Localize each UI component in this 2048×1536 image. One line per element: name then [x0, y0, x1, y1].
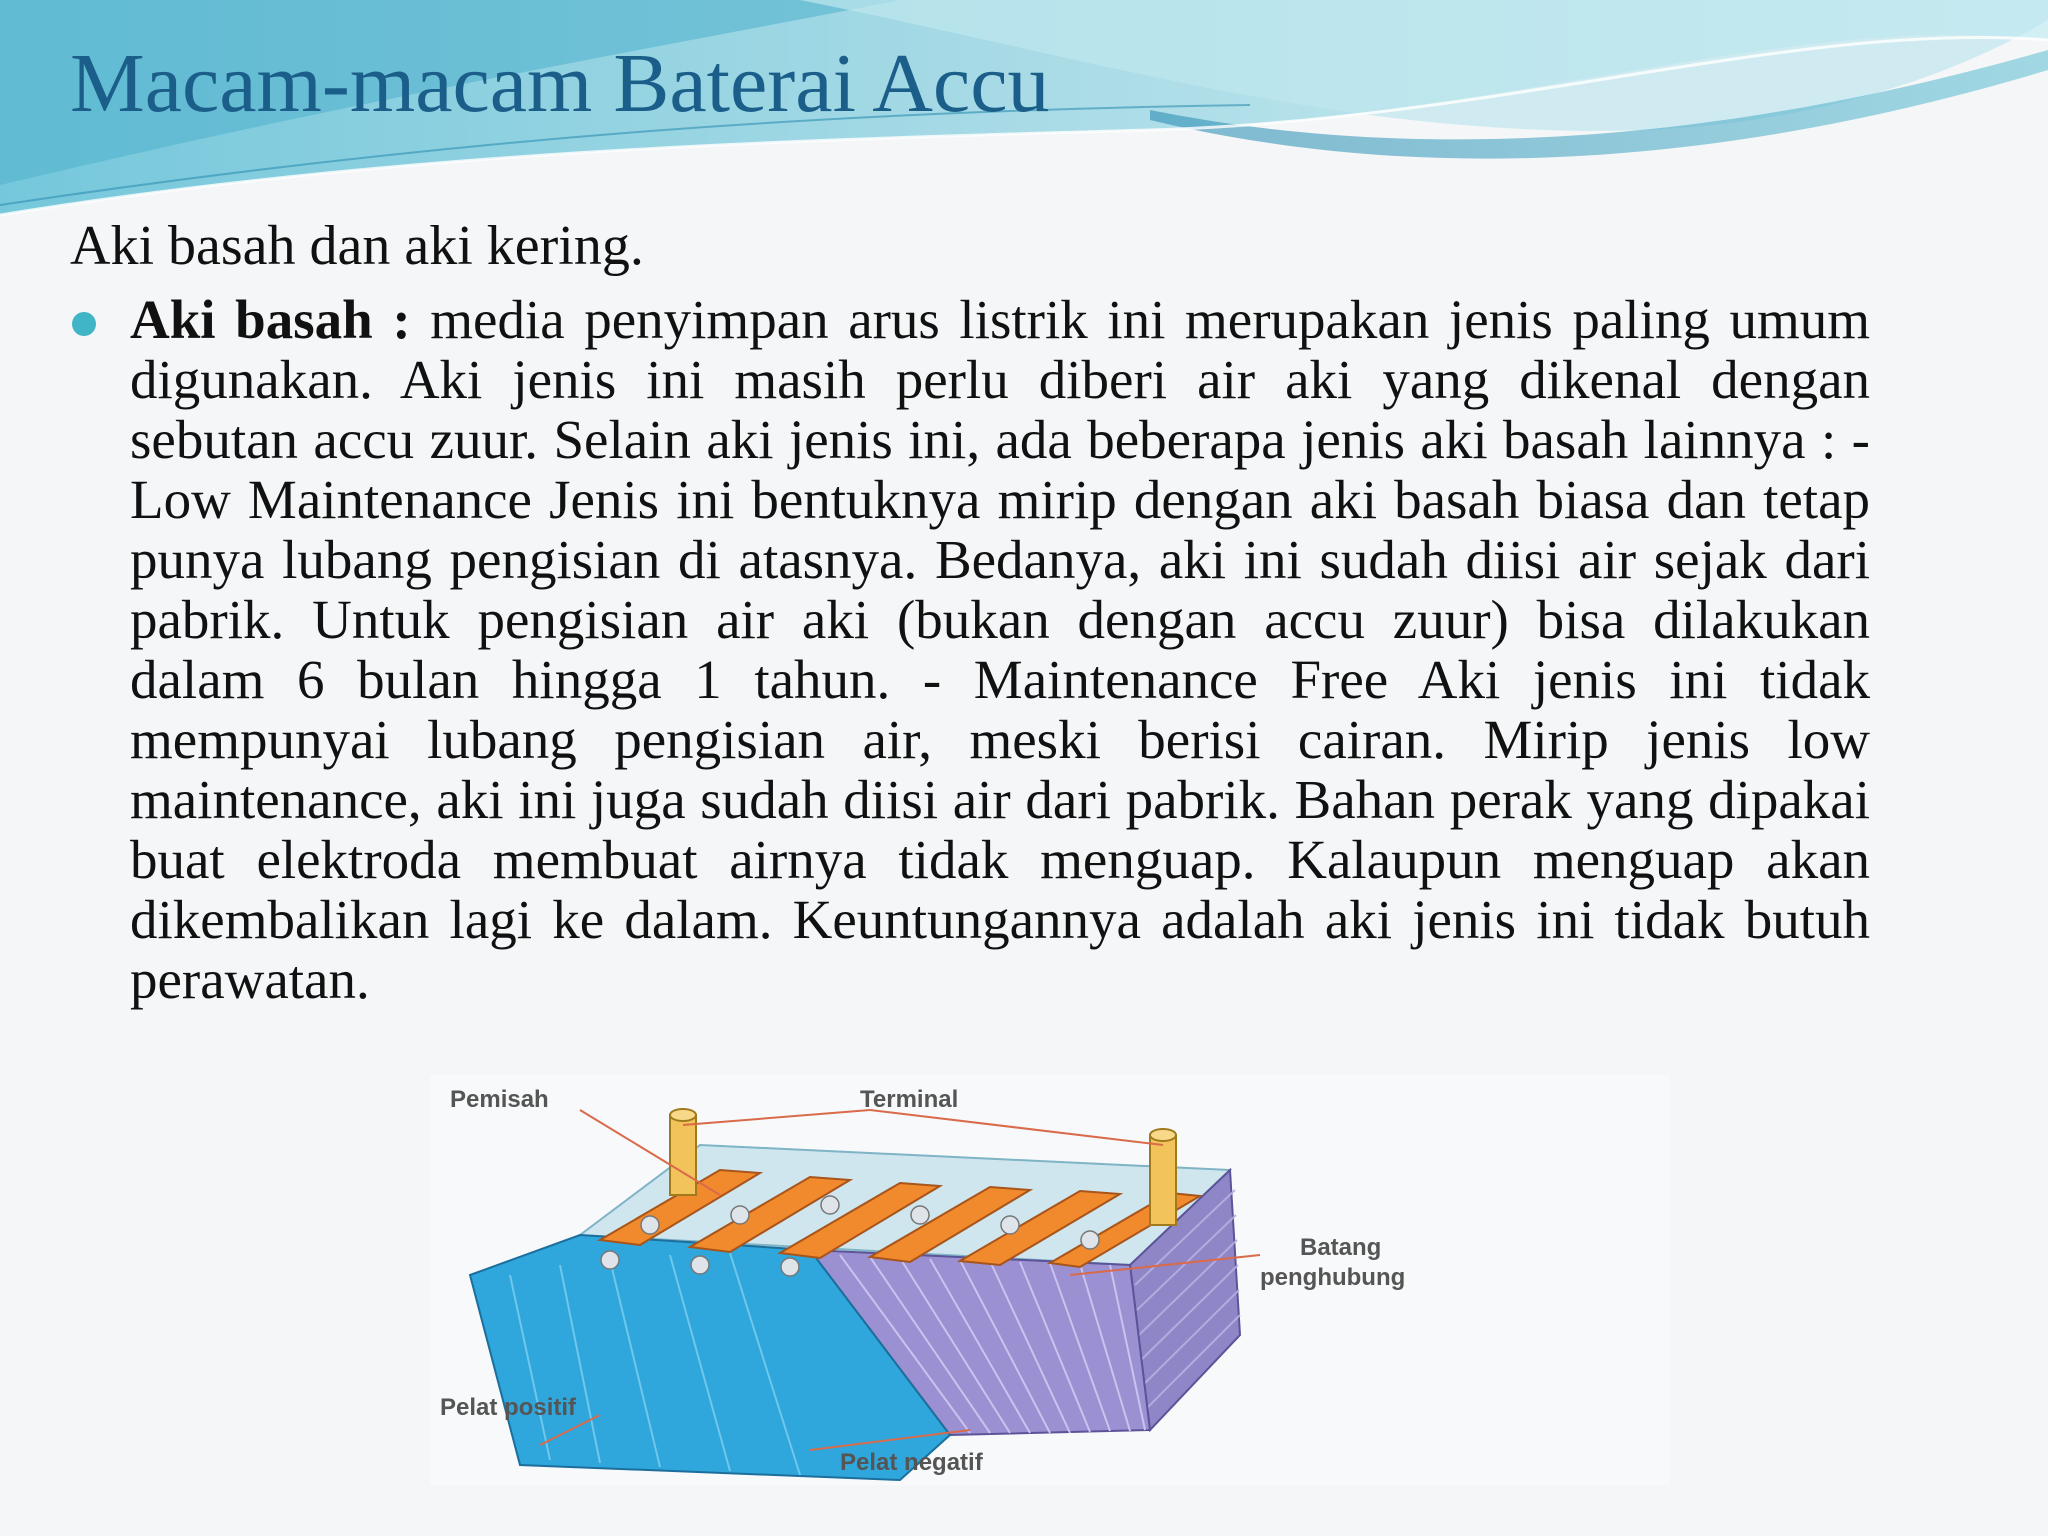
label-connector-line2: penghubung [1260, 1264, 1406, 1291]
bullet-marker [72, 312, 96, 336]
intro-text: Aki basah dan aki kering. [70, 215, 644, 277]
label-negative-plate: Pelat negatif [840, 1449, 983, 1476]
battery-illustration [430, 1075, 1670, 1485]
bullet-term: Aki basah : [130, 289, 411, 350]
label-positive-plate: Pelat positif [440, 1394, 577, 1421]
label-connector-line1: Batang [1300, 1234, 1382, 1261]
battery-diagram [430, 1075, 1670, 1485]
bullet-paragraph [130, 290, 1870, 1010]
slide-title: Macam-macam Baterai Accu [70, 37, 1050, 130]
bullet-description: media penyimpan arus listrik ini merupakan jenis paling umum digunakan. Aki jenis ini masih perlu diberi air aki yang dikenal dengan sebutan accu zuur. Selain aki jenis ini, ada beberapa jenis aki basah lainnya : - Low Maintenance Jenis ini bentuknya mirip dengan aki basah biasa dan tetap punya lubang pengisian di atasnya. Bedanya, aki ini sudah diisi air sejak dari pabrik. Untuk pengisian air aki (bukan dengan accu zuur) bisa dilakukan dalam 6 bulan hingga 1 tahun. - Maintenance Free Aki jenis ini tidak mempunyai lubang pengisian air, meski berisi cairan. Mirip jenis low maintenance, aki ini juga sudah diisi air dari pabrik. Bahan perak yang dipakai buat elektroda membuat airnya tidak menguap. Kalaupun menguap akan dikembalikan lagi ke dalam. Keuntungannya adalah aki jenis ini tidak butuh perawatan. [130, 289, 1871, 1010]
label-terminal: Terminal [860, 1086, 959, 1113]
label-separator: Pemisah [450, 1086, 549, 1113]
